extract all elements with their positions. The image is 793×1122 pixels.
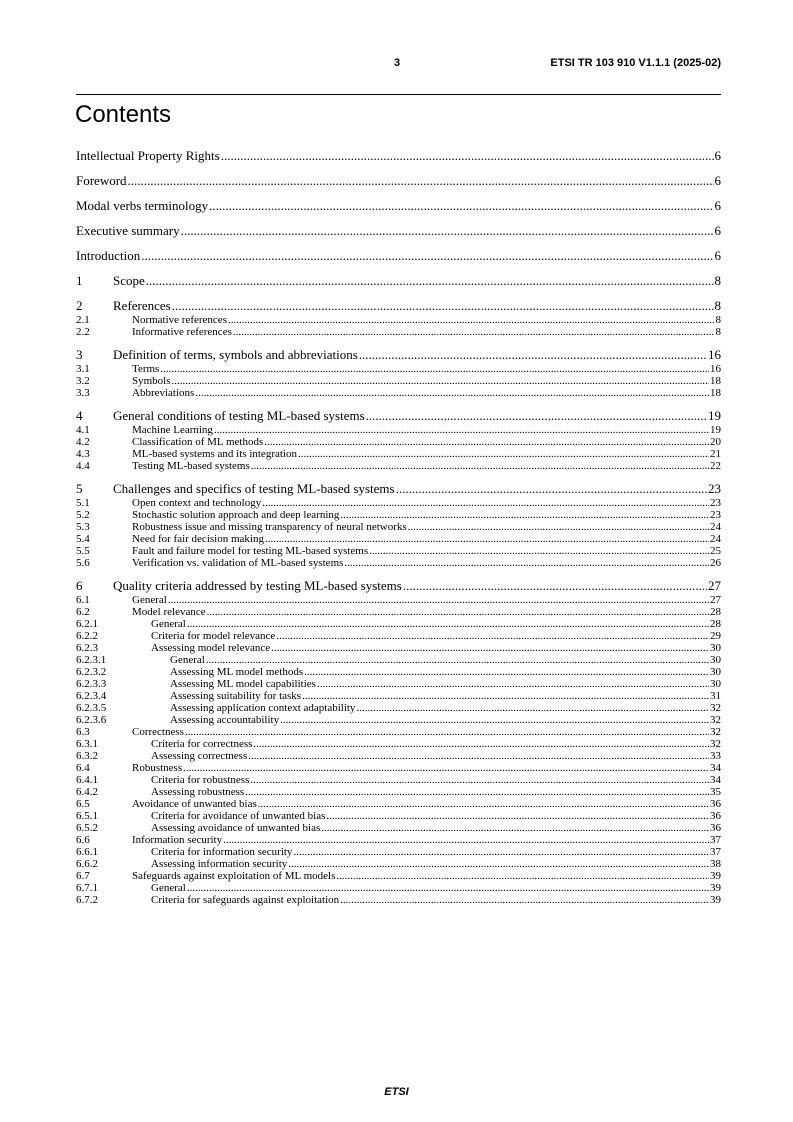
toc-entry-number: 6.2.2 [76, 630, 98, 642]
toc-entry[interactable] [76, 497, 721, 509]
toc-dot-leader [366, 407, 707, 424]
toc-dot-leader [228, 314, 715, 326]
toc-dot-leader [248, 750, 709, 762]
toc-dot-leader [293, 846, 709, 858]
toc-dot-leader [264, 436, 709, 448]
toc-entry[interactable] [76, 822, 721, 834]
toc-dot-leader [396, 480, 707, 497]
toc-entry[interactable] [76, 247, 721, 264]
toc-entry[interactable] [76, 834, 721, 846]
toc-dot-leader [262, 497, 709, 509]
toc-entry-number: 6.3.2 [76, 750, 98, 762]
toc-entry[interactable] [76, 557, 721, 569]
toc-entry-page: 20 [710, 436, 721, 448]
toc-entry-page: 6 [714, 173, 721, 188]
toc-entry-title: Assessing ML model capabilities [170, 678, 316, 690]
toc-dot-leader [128, 172, 714, 189]
toc-entry-number: 6.7 [76, 870, 90, 882]
toc-dot-leader [168, 594, 709, 606]
toc-entry[interactable] [76, 858, 721, 870]
toc-dot-leader [233, 326, 715, 338]
toc-entry[interactable] [76, 363, 721, 375]
toc-entry-page: 25 [710, 545, 721, 557]
toc-entry-title: Criteria for avoidance of unwanted bias [151, 810, 326, 822]
toc-dot-leader [304, 666, 709, 678]
toc-entry-title: Foreword [76, 173, 127, 188]
toc-entry[interactable] [76, 630, 721, 642]
toc-entry[interactable] [76, 197, 721, 214]
toc-entry-number: 6.2 [76, 606, 90, 618]
toc-entry-title: Normative references [132, 314, 227, 326]
toc-entry-page: 24 [710, 533, 721, 545]
toc-dot-leader [250, 774, 709, 786]
toc-entry[interactable] [76, 882, 721, 894]
toc-entry-number: 6.4 [76, 762, 90, 774]
toc-entry[interactable] [76, 448, 721, 460]
toc-entry[interactable] [76, 606, 721, 618]
toc-entry-page: 39 [710, 870, 721, 882]
toc-entry-number: 6.2.3.6 [76, 714, 107, 726]
toc-dot-leader [326, 810, 709, 822]
toc-entry-number: 4.4 [76, 460, 90, 472]
toc-entry-title: Scope [113, 273, 145, 288]
toc-entry-title: Stochastic solution approach and deep learning [132, 509, 340, 521]
toc-entry-title: Verification vs. validation of ML-based systems [132, 557, 344, 569]
toc-entry-number: 5.3 [76, 521, 90, 533]
header-rule [76, 94, 721, 95]
toc-entry-page: 18 [710, 387, 721, 399]
toc-entry-page: 6 [714, 223, 721, 238]
toc-entry-number: 6.7.1 [76, 882, 98, 894]
toc-entry-page: 39 [710, 882, 721, 894]
document-id: ETSI TR 103 910 V1.1.1 (2025-02) [550, 57, 721, 69]
toc-dot-leader [223, 834, 709, 846]
toc-entry[interactable] [76, 666, 721, 678]
toc-entry-title: Avoidance of unwanted bias [132, 798, 257, 810]
table-of-contents [76, 147, 721, 906]
toc-entry-number: 6.7.2 [76, 894, 98, 906]
toc-entry[interactable] [76, 424, 721, 436]
toc-dot-leader [187, 618, 709, 630]
toc-entry[interactable] [76, 480, 721, 497]
toc-dot-leader [340, 509, 709, 521]
toc-entry-number: 4 [76, 408, 83, 423]
toc-entry[interactable] [76, 147, 721, 164]
contents-title: Contents [75, 101, 172, 128]
toc-entry-title: General [132, 594, 167, 606]
toc-entry-number: 6.4.2 [76, 786, 98, 798]
toc-entry[interactable] [76, 810, 721, 822]
toc-entry-number: 6.5.2 [76, 822, 98, 834]
toc-dot-leader [408, 521, 709, 533]
toc-entry-title: ML-based systems and its integration [132, 448, 297, 460]
toc-entry-page: 8 [714, 273, 721, 288]
toc-dot-leader [280, 714, 709, 726]
toc-entry-number: 6.2.3 [76, 642, 98, 654]
toc-entry[interactable] [76, 387, 721, 399]
toc-entry-page: 32 [710, 738, 721, 750]
toc-entry-page: 32 [710, 726, 721, 738]
toc-entry[interactable] [76, 750, 721, 762]
toc-entry[interactable] [76, 762, 721, 774]
toc-entry-number: 3.2 [76, 375, 90, 387]
toc-entry[interactable] [76, 346, 721, 363]
toc-entry-page: 23 [710, 509, 721, 521]
toc-dot-leader [369, 545, 709, 557]
toc-entry-title: Assessing robustness [151, 786, 245, 798]
toc-entry[interactable] [76, 702, 721, 714]
toc-entry-title: Fault and failure model for testing ML-based systems [132, 545, 369, 557]
toc-entry-page: 36 [710, 798, 721, 810]
toc-entry-title: Modal verbs terminology [76, 198, 209, 213]
toc-entry-number: 6.1 [76, 594, 90, 606]
toc-entry-page: 30 [710, 642, 721, 654]
toc-entry-title: Criteria for model relevance [151, 630, 276, 642]
toc-entry-page: 6 [714, 248, 721, 263]
toc-dot-leader [195, 387, 709, 399]
toc-entry[interactable] [76, 738, 721, 750]
toc-dot-leader [221, 147, 714, 164]
toc-dot-leader [317, 678, 709, 690]
toc-entry-page: 33 [710, 750, 721, 762]
toc-entry-page: 16 [708, 347, 721, 362]
toc-entry-title: Assessing suitability for tasks [170, 690, 302, 702]
toc-entry-number: 1 [76, 273, 83, 288]
toc-dot-leader [258, 798, 709, 810]
toc-entry-title: Abbreviations [132, 387, 195, 399]
toc-entry-page: 8 [715, 326, 721, 338]
toc-dot-leader [206, 654, 709, 666]
toc-entry-title: Assessing application context adaptability [170, 702, 356, 714]
toc-entry-page: 21 [710, 448, 721, 460]
toc-entry-number: 6.2.3.5 [76, 702, 107, 714]
toc-dot-leader [160, 363, 709, 375]
toc-entry-page: 36 [710, 822, 721, 834]
toc-entry[interactable] [76, 870, 721, 882]
toc-entry-page: 30 [710, 678, 721, 690]
toc-entry-number: 6.6.1 [76, 846, 98, 858]
toc-entry-title: Symbols [132, 375, 171, 387]
toc-entry[interactable] [76, 436, 721, 448]
toc-entry-title: Assessing avoidance of unwanted bias [151, 822, 321, 834]
toc-entry-title: Terms [132, 363, 160, 375]
toc-dot-leader [302, 690, 709, 702]
toc-dot-leader [356, 702, 709, 714]
toc-entry[interactable] [76, 798, 721, 810]
toc-entry-page: 8 [714, 298, 721, 313]
toc-entry-page: 35 [710, 786, 721, 798]
toc-entry-number: 3.3 [76, 387, 90, 399]
toc-dot-leader [298, 448, 709, 460]
toc-entry-number: 2.2 [76, 326, 90, 338]
toc-entry[interactable] [76, 654, 721, 666]
toc-entry[interactable] [76, 460, 721, 472]
toc-entry[interactable] [76, 577, 721, 594]
toc-entry-title: Testing ML-based systems [132, 460, 250, 472]
toc-dot-leader [141, 247, 713, 264]
toc-entry-page: 23 [708, 481, 721, 496]
page-header [76, 57, 721, 73]
toc-entry-page: 37 [710, 846, 721, 858]
toc-entry-title: Machine Learning [132, 424, 213, 436]
toc-entry-page: 30 [710, 666, 721, 678]
toc-entry-page: 37 [710, 834, 721, 846]
toc-entry-page: 22 [710, 460, 721, 472]
toc-dot-leader [403, 577, 707, 594]
toc-entry-page: 24 [710, 521, 721, 533]
toc-dot-leader [245, 786, 709, 798]
toc-dot-leader [181, 222, 714, 239]
toc-entry[interactable] [76, 521, 721, 533]
toc-entry-page: 16 [710, 363, 721, 375]
toc-entry-page: 26 [710, 557, 721, 569]
toc-entry-title: Informative references [132, 326, 232, 338]
toc-entry-number: 6.4.1 [76, 774, 98, 786]
toc-entry-page: 31 [710, 690, 721, 702]
toc-entry-title: Assessing correctness [151, 750, 248, 762]
toc-entry[interactable] [76, 774, 721, 786]
toc-dot-leader [172, 297, 714, 314]
toc-dot-leader [359, 346, 707, 363]
toc-entry-title: Assessing information security [151, 858, 288, 870]
toc-entry-number: 6.2.3.2 [76, 666, 107, 678]
toc-entry-title: Assessing accountability [170, 714, 280, 726]
toc-entry-number: 5 [76, 481, 83, 496]
toc-dot-leader [288, 858, 709, 870]
toc-entry-title: Challenges and specifics of testing ML-based systems [113, 481, 395, 496]
toc-entry-number: 5.2 [76, 509, 90, 521]
toc-dot-leader [336, 870, 709, 882]
toc-entry[interactable] [76, 314, 721, 326]
toc-entry-number: 6.6.2 [76, 858, 98, 870]
toc-entry[interactable] [76, 642, 721, 654]
toc-entry-title: Definition of terms, symbols and abbreviations [113, 347, 358, 362]
toc-entry-number: 3 [76, 347, 83, 362]
toc-entry[interactable] [76, 222, 721, 239]
toc-dot-leader [321, 822, 709, 834]
toc-dot-leader [214, 424, 709, 436]
toc-dot-leader [344, 557, 709, 569]
toc-entry-title: Assessing ML model methods [170, 666, 304, 678]
toc-entry-page: 28 [710, 618, 721, 630]
toc-entry[interactable] [76, 272, 721, 289]
toc-entry[interactable] [76, 594, 721, 606]
toc-entry[interactable] [76, 678, 721, 690]
toc-entry-number: 6.2.1 [76, 618, 98, 630]
toc-entry[interactable] [76, 846, 721, 858]
toc-entry-page: 6 [714, 148, 721, 163]
toc-entry-page: 34 [710, 762, 721, 774]
toc-entry-title: General [170, 654, 205, 666]
toc-dot-leader [265, 533, 709, 545]
toc-entry-number: 6.3.1 [76, 738, 98, 750]
toc-dot-leader [183, 762, 709, 774]
toc-entry-number: 5.5 [76, 545, 90, 557]
toc-entry[interactable] [76, 714, 721, 726]
toc-entry-number: 3.1 [76, 363, 90, 375]
toc-entry-title: Need for fair decision making [132, 533, 264, 545]
toc-entry-number: 5.6 [76, 557, 90, 569]
toc-entry-title: Introduction [76, 248, 141, 263]
toc-dot-leader [209, 197, 713, 214]
toc-entry-number: 6.3 [76, 726, 90, 738]
toc-entry-number: 4.2 [76, 436, 90, 448]
toc-dot-leader [253, 738, 709, 750]
toc-entry-page: 34 [710, 774, 721, 786]
toc-entry-page: 6 [714, 198, 721, 213]
toc-dot-leader [185, 726, 709, 738]
toc-entry-title: Assessing model relevance [151, 642, 271, 654]
toc-entry-title: Criteria for information security [151, 846, 293, 858]
toc-entry[interactable] [76, 690, 721, 702]
toc-entry-number: 6.6 [76, 834, 90, 846]
toc-entry-number: 6.5.1 [76, 810, 98, 822]
toc-entry-page: 19 [708, 408, 721, 423]
toc-entry-number: 6.2.3.1 [76, 654, 107, 666]
toc-entry-number: 4.3 [76, 448, 90, 460]
toc-entry-title: Criteria for correctness [151, 738, 253, 750]
toc-dot-leader [146, 272, 714, 289]
toc-entry-page: 18 [710, 375, 721, 387]
toc-entry-page: 36 [710, 810, 721, 822]
toc-entry-title: General [151, 882, 186, 894]
toc-entry-page: 39 [710, 894, 721, 906]
toc-entry[interactable] [76, 326, 721, 338]
toc-dot-leader [271, 642, 709, 654]
toc-entry-page: 32 [710, 714, 721, 726]
toc-entry-title: Model relevance [132, 606, 206, 618]
toc-entry-title: General [151, 618, 186, 630]
toc-entry-title: Intellectual Property Rights [76, 148, 220, 163]
toc-entry[interactable] [76, 297, 721, 314]
toc-dot-leader [340, 894, 709, 906]
toc-entry-page: 32 [710, 702, 721, 714]
toc-entry-number: 5.1 [76, 497, 90, 509]
toc-entry[interactable] [76, 509, 721, 521]
toc-entry-page: 27 [710, 594, 721, 606]
toc-entry-title: Correctness [132, 726, 184, 738]
toc-entry-page: 38 [710, 858, 721, 870]
toc-entry-page: 23 [710, 497, 721, 509]
toc-entry[interactable] [76, 533, 721, 545]
toc-entry-number: 6.2.3.3 [76, 678, 107, 690]
toc-entry-title: Information security [132, 834, 223, 846]
toc-entry-title: Classification of ML methods [132, 436, 264, 448]
toc-entry[interactable] [76, 894, 721, 906]
toc-entry-number: 5.4 [76, 533, 90, 545]
toc-entry-number: 6 [76, 578, 83, 593]
toc-dot-leader [276, 630, 709, 642]
toc-entry[interactable] [76, 726, 721, 738]
toc-entry[interactable] [76, 786, 721, 798]
toc-entry-title: Robustness [132, 762, 183, 774]
toc-entry-title: Criteria for safeguards against exploitation [151, 894, 340, 906]
toc-entry-title: References [113, 298, 171, 313]
toc-entry-number: 6.2.3.4 [76, 690, 107, 702]
toc-entry-title: General conditions of testing ML-based systems [113, 408, 365, 423]
toc-entry[interactable] [76, 172, 721, 189]
toc-entry-page: 30 [710, 654, 721, 666]
toc-entry-number: 6.5 [76, 798, 90, 810]
toc-entry-page: 29 [710, 630, 721, 642]
toc-entry[interactable] [76, 407, 721, 424]
toc-entry-title: Criteria for robustness [151, 774, 250, 786]
toc-dot-leader [187, 882, 709, 894]
toc-dot-leader [207, 606, 709, 618]
toc-entry-number: 2 [76, 298, 83, 313]
toc-entry-page: 19 [710, 424, 721, 436]
toc-dot-leader [251, 460, 709, 472]
toc-entry-page: 27 [708, 578, 721, 593]
toc-entry[interactable] [76, 545, 721, 557]
toc-entry-title: Safeguards against exploitation of ML models [132, 870, 336, 882]
footer-etsi: ETSI [384, 1086, 409, 1098]
toc-entry-number: 4.1 [76, 424, 90, 436]
toc-entry[interactable] [76, 375, 721, 387]
page-number: 3 [394, 57, 401, 69]
toc-dot-leader [172, 375, 709, 387]
toc-entry-number: 2.1 [76, 314, 90, 326]
toc-entry-title: Executive summary [76, 223, 180, 238]
toc-entry[interactable] [76, 618, 721, 630]
toc-entry-title: Open context and technology [132, 497, 262, 509]
toc-entry-page: 28 [710, 606, 721, 618]
toc-entry-page: 8 [715, 314, 721, 326]
toc-entry-title: Robustness issue and missing transparency of neural networks [132, 521, 407, 533]
toc-entry-title: Quality criteria addressed by testing ML-based systems [113, 578, 402, 593]
